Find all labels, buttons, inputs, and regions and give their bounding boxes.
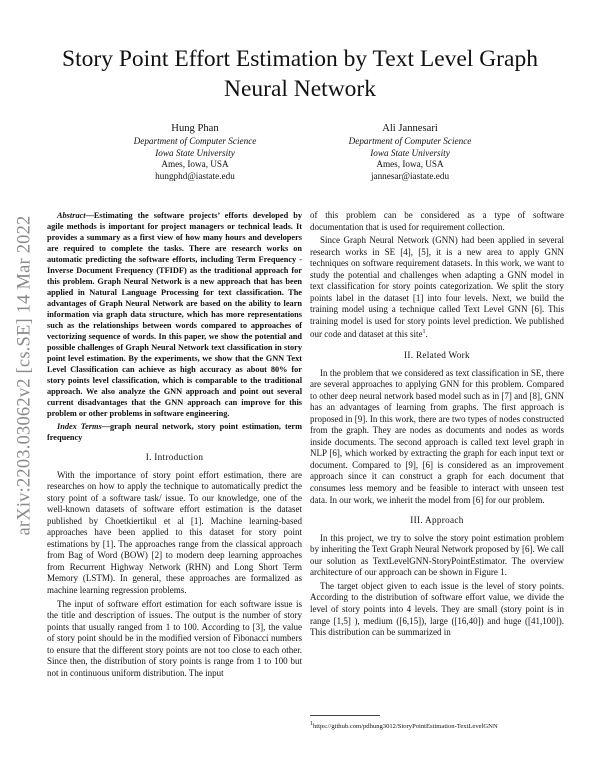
paragraph-text: Since Graph Neural Network (GNN) had been applied in several research works in SE [4], [5], it is a new area to apply GNN techniques on software requirement datasets. In this work, we want to study the potential and challenges when adapting a GNN model in text classification for story points categorization. We split the story points label in the dataset [1] into four levels. Next, we build the training model using a technique called Text Level GNN [6]. This training model is used for story points level prediction. We published our code and dataset at this site	[310, 235, 564, 340]
author-dept: Department of Computer Science	[348, 136, 472, 146]
paragraph: The input of software effort estimation for each software issue is the title and description of issues. The output is the number of story points that usually ranged from 1 to 100. According to [3], the value of story point should be in the modified version of Fibonacci numbers to ensure that the different story points are not too close to each other. Since then, the distribution of story points is range from 1 to 100 but not in continuous uniform distribution. The input	[47, 598, 302, 678]
paragraph: of this problem can be considered as a type of software documentation that is used for requirement collection.	[310, 210, 564, 232]
footnote-link[interactable]: https://github.com/pdhung3012/StoryPointEstimation-TextLevelGNN	[313, 723, 498, 731]
paragraph: Since Graph Neural Network (GNN) had been applied in several research works in SE [4], [5], it is a new area to apply GNN techniques on software requirement datasets. In this work, we want to study the potential and challenges when adapting a GNN model in text classification for story points categorization. We split the story points label in the dataset [1] into four levels. Next, we build the training model using a technique called Text Level GNN [6]. This training model is used for story points level prediction. We published our code and dataset at this site$^1$.	[310, 235, 564, 340]
footnote-ref[interactable]: 1	[422, 329, 426, 336]
footnote	[310, 720, 564, 731]
abstract-label: Abstract	[57, 211, 86, 220]
author-city: Ames, Iowa, USA	[161, 159, 229, 169]
author-email: hungphd@iastate.edu	[155, 170, 235, 181]
arxiv-stamp	[14, 180, 36, 570]
author-univ: Iowa State University	[370, 147, 450, 158]
paragraph: In this project, we try to solve the story point estimation problem by inheriting the Text Graph Neural Network proposed by [6]. We call our solution as TextLevelGNN-StoryPointEstimator. The overview architecture of our approach can be shown in Figure 1.	[310, 532, 564, 578]
section-heading-approach: III. Approach	[410, 515, 464, 526]
index-terms-label: Index Terms	[57, 422, 102, 431]
author-name: Ali Jannesari	[382, 123, 438, 134]
paragraph: The target object given to each issue is the level of story points. According to the distribution of software effort value, we divide the level of story points into 4 levels. They are small (story point is in range [1,5] ), medium ([6,15]), large ([16,40]) and huge ([41,100]). This distribution can be summarized in	[310, 580, 564, 638]
paragraph: With the importance of story point effort estimation, there are researches on how to apply the technique to automatically predict the story point of a software task/ issue. To our knowledge, one of the well-known datasets of software effort estimation is the dataset published by Choetkiertikul et al [1]. Machine learning-based approaches have been applied to this dataset for story point estimations by [1]. The approaches range from the classical approach from Bag of Word (BOW) [2] to modern deep learning approaches from Recurrent Highway Network (RHN) and Long Short Term Memory (LSTM). In general, these approaches are formalized as machine learning regression problems.	[47, 469, 302, 596]
author-univ: Iowa State University	[155, 147, 235, 158]
paragraph: In the problem that we considered as text classification in SE, there are several approaches to applying GNN for this problem. Compared to other deep neural network based model such as in [7] and [8], GNN has an advantages of learning from graphs. The first approach is proposed in [9]. In this work, there are two types of nodes constructed from the graph. They are nodes as documents and nodes as words inside documents. The second approach is called text level graph in NLP [6], which worked by extracting the graph for each input text or document. Compared to [9], [6] is considered as an improvement approach since it can construct a graph for each document that consumes less memory and be feasible to interact with unseen test data. In our work, we inherit the model from [6] for our problem.	[310, 367, 564, 505]
author-dept: Department of Computer Science	[133, 136, 257, 146]
right-column	[310, 210, 564, 641]
author-name: Hung Phan	[171, 123, 219, 134]
left-column	[47, 210, 302, 681]
author-1	[95, 122, 295, 182]
section-heading-related-work: II. Related Work	[404, 350, 470, 361]
footnote-mark: 1	[310, 721, 313, 727]
author-email: jannesar@iastate.edu	[370, 170, 450, 181]
index-terms	[47, 421, 302, 443]
paper-title: Story Point Effort Estimation by Text Level Graph Neural Network	[62, 46, 538, 102]
arxiv-id[interactable]: arXiv:2203.03062v2 [cs.SE] 14 Mar 2022	[14, 214, 35, 536]
abstract	[47, 210, 302, 419]
section-heading-introduction: I. Introduction	[145, 452, 204, 462]
author-2	[310, 122, 510, 182]
footnote-rule	[310, 715, 380, 716]
author-city: Ames, Iowa, USA	[376, 159, 444, 169]
index-terms-text: —graph neural network, story point estimation, term frequency	[47, 422, 302, 442]
abstract-text: —Estimating the software projects’ efforts developed by agile methods is important for project managers or technical leads. It provides a summary as a first view of how many hours and developers are required to complete the tasks. There are research works on automatic predicting the software efforts, including Term Frequency - Inverse Document Frequency (TFIDF) as the traditional approach for this problem. Graph Neural Network is a new approach that has been applied in Natural Language Processing for text classification. The advantages of Graph Neural Network are based on the ability to learn information via graph data structure, which has more representations such as the relationships between words compared to approaches of vectorizing sequence of words. In this paper, we show the potential and possible challenges of Graph Neural Network text classification in story point level estimation. By the experiments, we show that the GNN Text Level Classification can achieve as high accuracy as about 80% for story points level classification, which is comparable to the traditional approach. We also analyze the GNN approach and point out several current disadvantages that the GNN approach can improve for this problem or other problems in software engineering.	[47, 211, 302, 418]
